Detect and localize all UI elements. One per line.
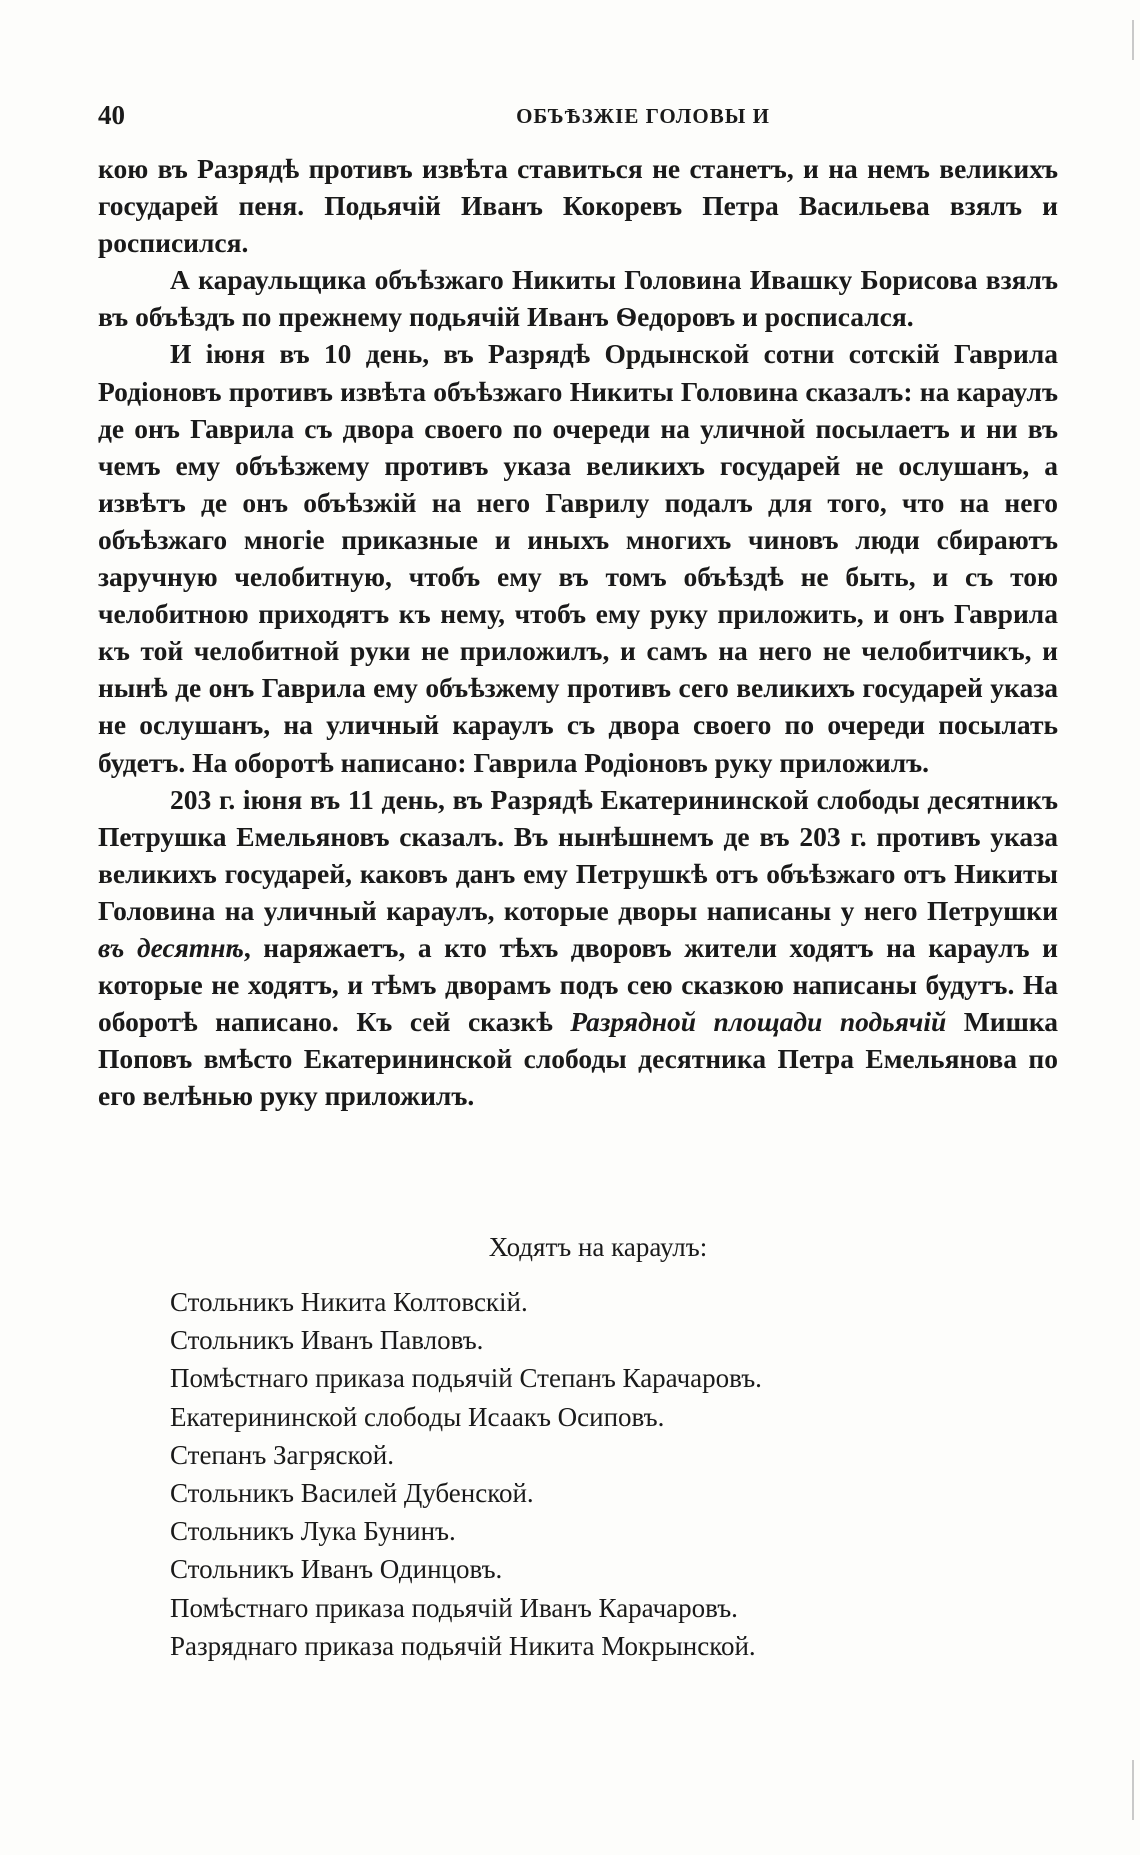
text-run: Мишка Поповъ вмѣсто Екатерининской слободы десятника Петра Емельянова по его велѣнью руку приложилъ. [98, 1006, 1058, 1112]
scan-edge-mark [1132, 20, 1134, 60]
paragraph [98, 150, 1058, 261]
guard-list-title: Ходятъ на караулъ: [488, 1232, 708, 1262]
guard-list-entry: Помѣстнаго приказа подьячій Иванъ Карачаровъ. [170, 1592, 738, 1623]
page-header [98, 100, 1058, 140]
paragraph [98, 335, 1058, 780]
guard-list-entry: Стольникъ Иванъ Павловъ. [170, 1325, 484, 1356]
guard-list [170, 1283, 762, 1665]
page-number: 40 [98, 100, 125, 130]
guard-list-entry: Екатерининской слободы Исаакъ Осиповъ. [170, 1401, 665, 1432]
guard-list-entry: Степанъ Загряской. [170, 1439, 394, 1470]
scan-edge-mark [1132, 1760, 1134, 1820]
guard-list-entry: Стольникъ Лука Бунинъ. [170, 1516, 456, 1547]
guard-list-entry: Разряднаго приказа подьячій Никита Мокрынской. [170, 1630, 756, 1661]
guard-list-entry: Стольникъ Иванъ Одинцовъ. [170, 1554, 503, 1585]
guard-list-entry: Стольникъ Василей Дубенской. [170, 1478, 534, 1509]
text-run: А караульщика объѣзжаго Никиты Головина Ивашку Борисова взялъ въ объѣздъ по прежнему подьячій Иванъ Ѳедоровъ и росписался. [98, 264, 1058, 333]
guard-list-entry: Стольникъ Никита Колтовскій. [170, 1287, 528, 1317]
italic-phrase: Разрядной площади подьячій [570, 1006, 947, 1038]
paragraph [98, 781, 1058, 1115]
guard-list-entry: Помѣстнаго приказа подьячій Степанъ Карачаровъ. [170, 1363, 762, 1394]
text-run: 203 г. іюня въ 11 день, въ Разрядѣ Екатерининской слободы десятникъ Петрушка Емельяновъ сказалъ. Въ нынѣшнемъ де въ 203 г. противъ указа великихъ государей, каковъ данъ ему Петрушкѣ отъ объѣзжаго отъ Никиты Головина на уличный караулъ, которые дворы написаны у него Петрушки [98, 783, 1058, 926]
paragraph [98, 261, 1058, 335]
italic-phrase: въ десятнѣ [98, 931, 244, 963]
text-run: И іюня въ 10 день, въ Разрядѣ Ордынской сотни сотскій Гаврила Родіоновъ противъ извѣта объѣзжаго Никиты Головина сказалъ: на караулъ де онъ Гаврила съ двора своего по очереди на уличной посылаетъ и ни въ чемъ ему объѣзжему противъ указа великихъ государей не ослушанъ, а извѣтъ де онъ объѣзжій на него Гаврилу подалъ для того, что на него объѣзжаго многіе приказные и иныхъ многихъ чиновъ люди сбираютъ заручную челобитную, чтобъ ему въ томъ объѣздѣ не быть, и съ тою челобитною приходятъ къ нему, чтобъ ему руку приложить, и онъ Гаврила къ той челобитной руки не приложилъ, и самъ на него не челобитчикъ, и нынѣ де онъ Гаврила ему объѣзжему противъ сего великихъ государей указа не ослушанъ, на уличный караулъ съ двора своего по очереди посылать будетъ. На оборотѣ написано: Гаврила Родіоновъ руку приложилъ. [98, 338, 1058, 778]
body-text [98, 150, 1058, 1114]
running-title: ОБЪѢЗЖІЕ ГОЛОВЫ И [516, 104, 770, 128]
text-run: , наряжаетъ, а кто тѣхъ дворовъ жители ходятъ на караулъ и которые не ходятъ, и тѣмъ дворамъ подъ сею сказкою написаны будутъ. На оборотѣ написано. Къ сей сказкѣ [98, 931, 1058, 1038]
text-run: кою въ Разрядѣ противъ извѣта ставиться не станетъ, и на немъ великихъ государей пеня. Подьячій Иванъ Кокоревъ Петра Васильева взялъ и росписился. [98, 153, 1058, 259]
